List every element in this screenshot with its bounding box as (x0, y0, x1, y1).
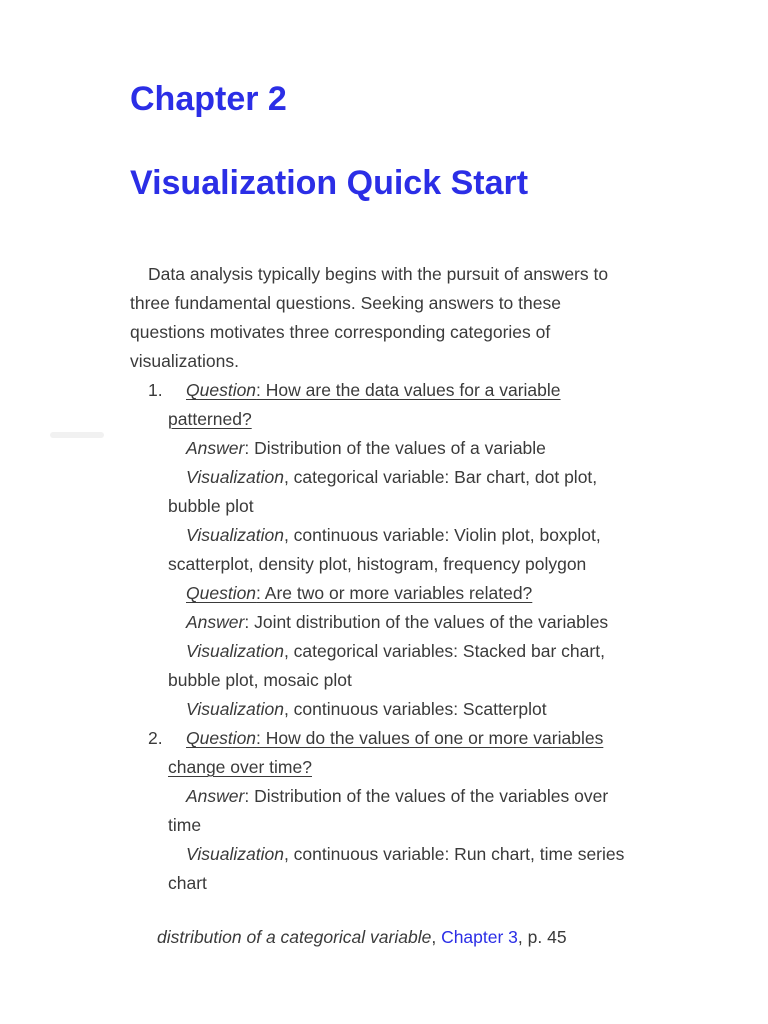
sub-question: Question: Are two or more variables related? (186, 583, 533, 603)
visualization-line: Visualization, continuous variable: Violin plot, boxplot, scatterplot, density plot, histogram, frequency polygon (168, 525, 601, 574)
visualization-line: Visualization, continuous variables: Scatterplot (186, 699, 547, 719)
question: Question: How are the data values for a variable patterned? (168, 380, 561, 429)
scan-smudge (50, 432, 104, 438)
cross-reference: distribution of a categorical variable, Chapter 3, p. 45 (157, 927, 567, 947)
answer-line: Answer: Joint distribution of the values of the variables (186, 612, 609, 632)
body-text (130, 260, 630, 898)
chapter-title: Visualization Quick Start (130, 164, 529, 202)
chapter-3-link[interactable]: Chapter 3 (441, 927, 518, 947)
answer-line: Answer: Distribution of the values of a variable (186, 438, 546, 458)
list-item-2 (130, 724, 630, 782)
visualization-line: Visualization, categorical variables: Stacked bar chart, bubble plot, mosaic plot (168, 641, 605, 690)
chapter-label: Chapter 2 (130, 80, 287, 118)
answer-line: Answer: Distribution of the values of the variables over time (168, 786, 609, 835)
intro-paragraph: Data analysis typically begins with the pursuit of answers to three fundamental questions. Seeking answers to these questions motivates three corresponding categories of visualizations. (130, 264, 609, 371)
visualization-line: Visualization, categorical variable: Bar chart, dot plot, bubble plot (168, 467, 598, 516)
list-number: 1. (148, 380, 163, 400)
list-number: 2. (148, 728, 163, 748)
question: Question: How do the values of one or more variables change over time? (168, 728, 604, 777)
list-item-1 (130, 376, 630, 434)
visualization-line: Visualization, continuous variable: Run chart, time series chart (168, 844, 625, 893)
